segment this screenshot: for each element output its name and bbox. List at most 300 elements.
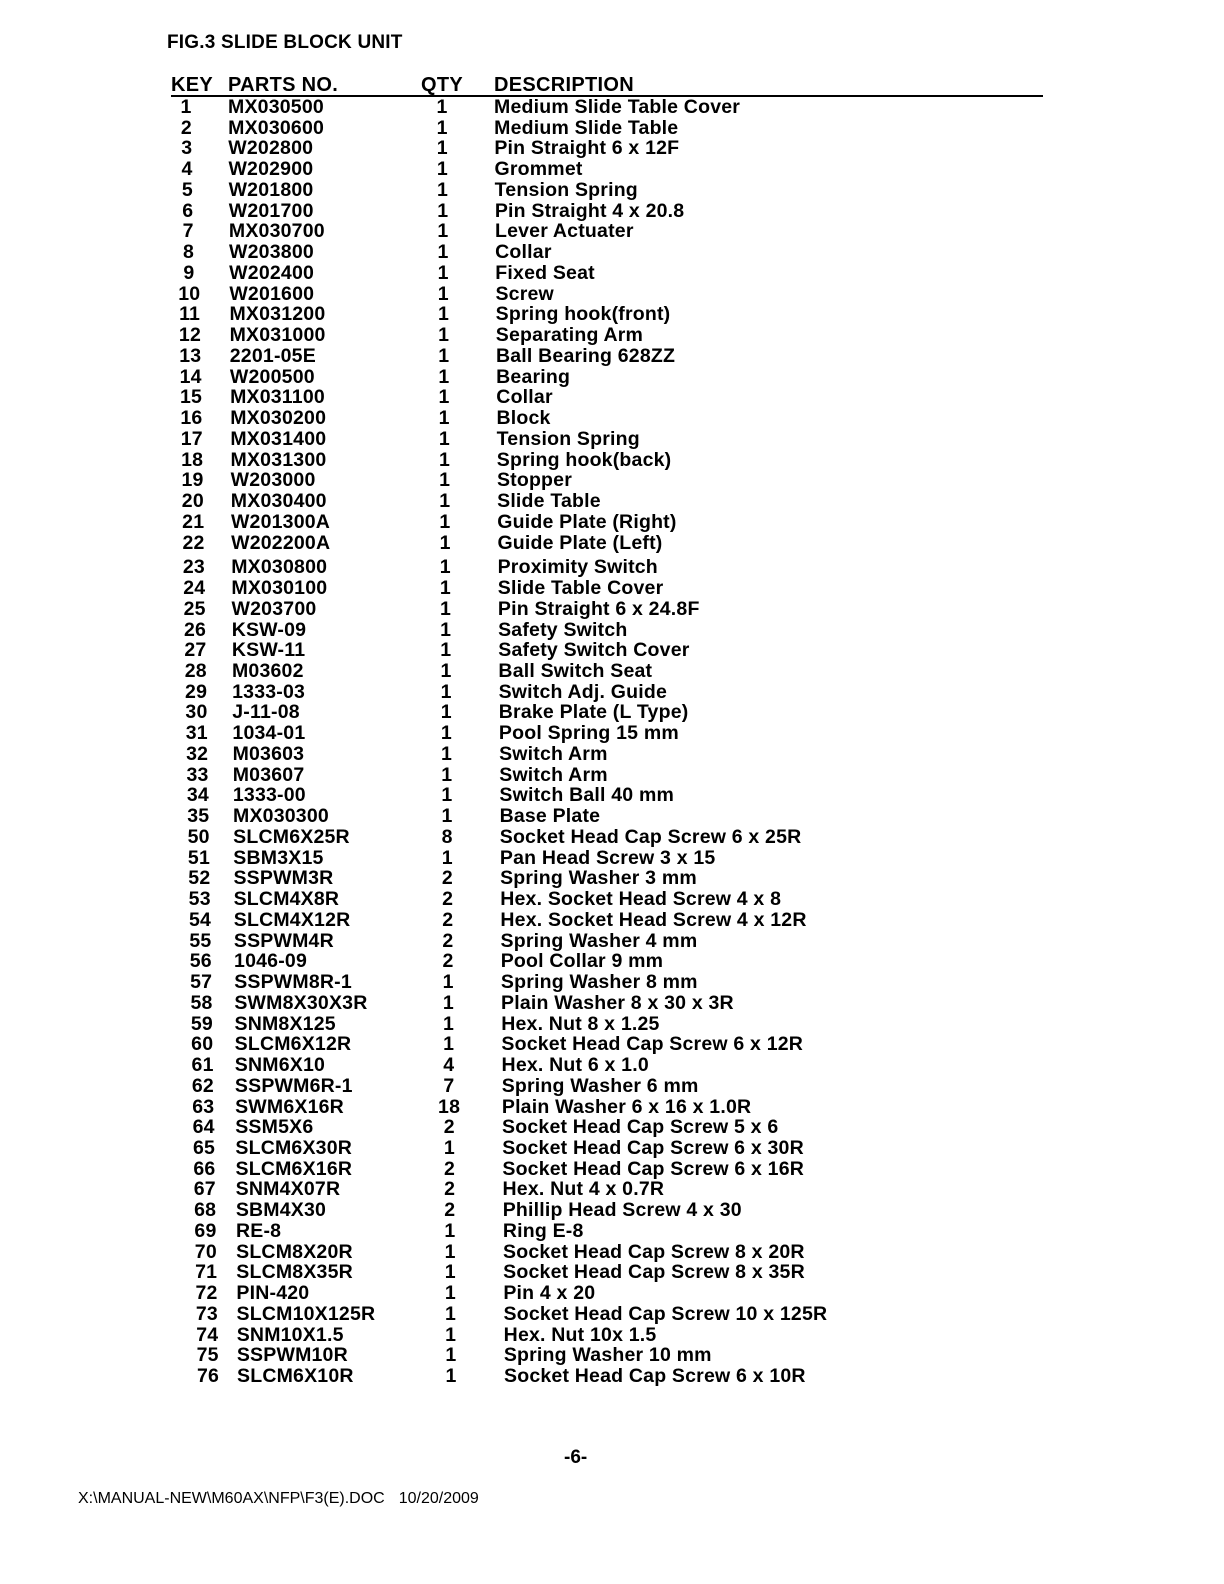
row-key: 11 (179, 303, 201, 326)
row-qty: 1 (436, 158, 448, 181)
table-row (0, 889, 1224, 910)
row-key: 18 (181, 448, 204, 471)
row-part-no: MX030600 (228, 116, 325, 139)
row-key: 3 (181, 137, 193, 160)
row-description: Socket Head Cap Screw 6 x 16R (502, 1157, 805, 1180)
row-qty: 2 (441, 867, 453, 890)
row-key: 30 (185, 701, 208, 724)
table-row (0, 661, 1224, 682)
row-qty: 1 (439, 556, 451, 579)
row-key: 60 (191, 1033, 214, 1056)
row-qty: 1 (445, 1323, 457, 1346)
row-description: Tension Spring (496, 427, 640, 450)
table-row (0, 491, 1224, 512)
row-part-no: 2201-05E (229, 344, 316, 367)
table-row (0, 557, 1224, 578)
table-row (0, 1242, 1224, 1263)
row-description: Switch Adj. Guide (498, 680, 668, 703)
row-description: Hex. Nut 10x 1.5 (503, 1323, 657, 1346)
table-row (0, 1014, 1224, 1035)
row-part-no: SLCM4X8R (233, 888, 340, 911)
row-part-no: SSPWM6R-1 (234, 1074, 353, 1097)
table-row (0, 702, 1224, 723)
row-part-no: SNM4X07R (235, 1178, 341, 1201)
row-description: Slide Table Cover (497, 577, 664, 600)
row-description: Socket Head Cap Screw 6 x 12R (501, 1033, 804, 1056)
row-description: Socket Head Cap Screw 5 x 6 (502, 1116, 779, 1139)
row-key: 61 (191, 1054, 214, 1077)
row-description: Spring Washer 10 mm (503, 1344, 712, 1367)
row-part-no: 1333-00 (232, 784, 306, 807)
row-description: Medium Slide Table (494, 116, 679, 139)
row-description: Grommet (494, 158, 583, 181)
row-qty: 1 (444, 1282, 456, 1305)
row-key: 58 (190, 991, 213, 1014)
row-description: Switch Arm (499, 742, 608, 765)
row-description: Bearing (496, 365, 571, 388)
row-part-no: SSPWM4R (233, 929, 334, 952)
row-qty: 1 (438, 448, 451, 471)
row-key: 32 (186, 742, 209, 765)
table-row (0, 723, 1224, 744)
row-part-no: MX030300 (233, 805, 329, 828)
table-row (0, 1055, 1224, 1076)
row-key: 24 (183, 577, 206, 600)
row-description: Spring Washer 6 mm (501, 1074, 699, 1097)
row-qty: 1 (443, 1033, 455, 1056)
row-qty: 1 (440, 618, 452, 641)
row-key: 16 (180, 407, 203, 430)
row-part-no: W201700 (228, 199, 314, 222)
table-row (0, 242, 1224, 263)
table-row (0, 1159, 1224, 1180)
table-row (0, 951, 1224, 972)
row-description: Pool Spring 15 mm (498, 722, 679, 745)
table-row (0, 1117, 1224, 1138)
table-row (0, 682, 1224, 703)
table-row (0, 785, 1224, 806)
table-row (0, 450, 1224, 471)
row-qty: 1 (441, 763, 453, 786)
row-key: 21 (182, 510, 205, 533)
header-key: KEY (171, 74, 214, 96)
row-part-no: M03602 (231, 659, 304, 682)
row-description: Base Plate (499, 805, 601, 828)
table-row (0, 620, 1224, 641)
row-key: 64 (192, 1116, 215, 1139)
row-qty: 1 (444, 1219, 456, 1242)
row-part-no: KSW-09 (231, 618, 307, 641)
row-qty: 1 (438, 365, 450, 388)
row-part-no: SLCM8X35R (236, 1261, 353, 1284)
row-qty: 1 (437, 220, 449, 243)
row-qty: 2 (442, 908, 454, 931)
row-qty: 1 (438, 324, 450, 347)
row-description: Safety Switch (498, 618, 628, 641)
row-key: 72 (195, 1282, 218, 1305)
row-description: Hex. Socket Head Screw 4 x 12R (500, 908, 807, 931)
row-key: 10 (178, 282, 201, 305)
header-description: DESCRIPTION (494, 74, 634, 96)
row-description: Tension Spring (494, 178, 638, 201)
row-part-no: SLCM6X16R (235, 1157, 353, 1180)
row-key: 52 (188, 867, 211, 890)
row-description: Plain Washer 6 x 16 x 1.0R (501, 1095, 752, 1118)
row-qty: 1 (441, 846, 453, 869)
row-part-no: SNM8X125 (234, 1012, 336, 1035)
row-part-no: SLCM8X20R (236, 1240, 353, 1263)
row-qty: 2 (442, 888, 454, 911)
row-part-no: SLCM10X125R (236, 1302, 376, 1325)
row-key: 14 (179, 365, 202, 388)
row-key: 62 (191, 1074, 214, 1097)
row-key: 12 (178, 324, 201, 347)
row-qty: 1 (438, 386, 450, 409)
row-description: Spring hook(front) (495, 303, 671, 326)
row-key: 73 (195, 1302, 218, 1325)
row-qty: 1 (442, 1012, 454, 1035)
row-part-no: SBM4X30 (235, 1199, 327, 1222)
row-part-no: SNM10X1.5 (236, 1323, 344, 1346)
row-description: Socket Head Cap Screw 6 x 25R (499, 825, 802, 848)
row-qty: 1 (438, 407, 450, 430)
row-qty: 1 (437, 199, 449, 222)
table-row (0, 1283, 1224, 1304)
row-description: Pin 4 x 20 (503, 1282, 596, 1305)
row-qty: 1 (441, 784, 453, 807)
row-qty: 7 (443, 1074, 455, 1097)
row-part-no: W203000 (230, 469, 316, 492)
row-description: Socket Head Cap Screw 6 x 30R (502, 1137, 804, 1159)
row-qty: 1 (438, 427, 450, 450)
row-qty: 1 (437, 241, 449, 264)
row-qty: 1 (436, 137, 448, 160)
table-row (0, 910, 1224, 931)
row-key: 55 (189, 929, 212, 952)
table-row (0, 931, 1224, 952)
row-part-no: MX031000 (229, 324, 326, 347)
table-row (0, 221, 1224, 242)
row-qty: 1 (440, 701, 452, 724)
table-row (0, 367, 1224, 388)
row-qty: 1 (439, 577, 451, 600)
row-part-no: PIN-420 (236, 1282, 310, 1305)
row-key: 66 (193, 1157, 216, 1180)
table-row (0, 578, 1224, 599)
row-part-no: MX030800 (231, 556, 328, 579)
row-description: Lever Actuater (494, 220, 634, 243)
table-row (0, 1200, 1224, 1221)
row-key: 70 (194, 1240, 217, 1263)
row-key: 33 (186, 763, 209, 786)
row-part-no: 1046-09 (234, 950, 308, 973)
row-description: Stopper (496, 469, 573, 492)
row-key: 31 (185, 722, 208, 745)
row-qty: 1 (440, 659, 452, 682)
table-row (0, 470, 1224, 491)
row-qty: 1 (440, 597, 452, 620)
table-row (0, 533, 1224, 554)
row-key: 35 (187, 805, 210, 828)
row-part-no: MX030400 (230, 490, 327, 513)
row-description: Pin Straight 6 x 24.8F (497, 597, 700, 620)
row-part-no: W201600 (229, 282, 315, 305)
row-qty: 1 (436, 116, 448, 139)
row-key: 50 (187, 825, 210, 848)
row-key: 56 (189, 950, 212, 973)
row-description: Spring Washer 3 mm (500, 867, 697, 890)
row-qty: 1 (437, 303, 449, 326)
row-part-no: W201300A (230, 510, 331, 533)
row-description: Guide Plate (Right) (497, 510, 677, 533)
row-qty: 1 (439, 510, 451, 533)
row-qty: 1 (443, 1137, 455, 1159)
row-part-no: SLCM6X25R (233, 825, 350, 848)
row-qty: 1 (441, 805, 453, 828)
table-row (0, 97, 1224, 118)
row-key: 26 (183, 618, 207, 641)
row-key: 20 (181, 490, 204, 513)
table-row (0, 972, 1224, 993)
row-key: 76 (196, 1365, 220, 1388)
table-row (0, 1366, 1224, 1387)
row-part-no: MX030200 (230, 407, 327, 430)
row-description: Guide Plate (Left) (497, 531, 663, 554)
row-key: 63 (192, 1095, 215, 1118)
table-row (0, 429, 1224, 450)
row-part-no: W202800 (228, 137, 314, 160)
row-part-no: M03607 (232, 763, 305, 786)
table-row (0, 346, 1224, 367)
table-row (0, 284, 1224, 305)
row-key: 54 (189, 908, 212, 931)
table-row (0, 138, 1224, 159)
row-part-no: W203800 (229, 241, 314, 264)
table-row (0, 599, 1224, 620)
row-part-no: SLCM6X10R (237, 1365, 354, 1388)
table-row (0, 263, 1224, 284)
row-part-no: 1333-03 (232, 680, 306, 703)
row-description: Collar (495, 241, 552, 264)
row-qty: 1 (436, 96, 448, 118)
row-qty: 1 (440, 639, 452, 662)
row-qty: 2 (442, 929, 454, 952)
row-key: 51 (187, 846, 211, 869)
row-description: Brake Plate (L Type) (498, 701, 689, 724)
table-row (0, 1097, 1224, 1118)
row-description: Hex. Nut 4 x 0.7R (502, 1178, 665, 1201)
row-key: 23 (182, 556, 205, 579)
row-part-no: SNM6X10 (234, 1054, 326, 1077)
row-qty: 1 (439, 490, 451, 513)
table-row (0, 408, 1224, 429)
row-part-no: W200500 (229, 365, 315, 388)
table-row (0, 1262, 1224, 1283)
table-row (0, 387, 1224, 408)
table-row (0, 1325, 1224, 1346)
row-key: 59 (190, 1012, 213, 1035)
footer (78, 1490, 479, 1508)
row-part-no: SBM3X15 (233, 846, 324, 869)
page-number: -6- (564, 1447, 588, 1468)
row-qty: 1 (438, 344, 450, 367)
row-key: 68 (194, 1199, 217, 1222)
row-description: Safety Switch Cover (498, 639, 690, 662)
table-row (0, 180, 1224, 201)
row-key: 29 (185, 680, 208, 703)
row-key: 28 (184, 659, 207, 682)
row-key: 34 (186, 784, 209, 807)
table-row (0, 1221, 1224, 1242)
row-qty: 8 (441, 825, 453, 848)
row-part-no: W201800 (228, 178, 314, 201)
row-description: Plain Washer 8 x 30 x 3R (501, 991, 734, 1014)
table-row (0, 827, 1224, 848)
row-key: 6 (182, 199, 194, 222)
row-description: Hex. Nut 6 x 1.0 (501, 1054, 649, 1077)
row-key: 4 (181, 158, 193, 181)
row-description: Switch Ball 40 mm (499, 784, 675, 807)
row-part-no: MX030500 (228, 96, 324, 118)
row-description: Pool Collar 9 mm (500, 950, 664, 973)
row-key: 67 (193, 1178, 216, 1201)
row-qty: 2 (443, 1157, 456, 1180)
row-qty: 1 (442, 991, 454, 1014)
row-description: Hex. Socket Head Screw 4 x 8 (500, 888, 782, 911)
row-key: 17 (180, 427, 203, 450)
row-key: 53 (188, 888, 211, 911)
row-qty: 2 (444, 1199, 456, 1222)
row-key: 9 (183, 261, 195, 284)
row-part-no: W202400 (229, 261, 315, 284)
row-qty: 2 (443, 1116, 455, 1139)
row-key: 22 (182, 531, 205, 554)
row-part-no: MX030100 (231, 577, 328, 600)
row-qty: 2 (442, 950, 454, 973)
table-row (0, 765, 1224, 786)
row-key: 69 (194, 1219, 217, 1242)
row-qty: 2 (444, 1178, 456, 1201)
row-part-no: MX030700 (228, 220, 325, 243)
row-description: Phillip Head Screw 4 x 30 (502, 1199, 742, 1222)
figure-title: FIG.3 SLIDE BLOCK UNIT (167, 32, 403, 53)
table-row (0, 1076, 1224, 1097)
table-row (0, 304, 1224, 325)
row-key: 27 (184, 639, 207, 662)
row-qty: 1 (439, 531, 451, 554)
row-qty: 1 (444, 1261, 456, 1284)
row-part-no: SSPWM10R (236, 1344, 348, 1367)
row-key: 25 (183, 597, 206, 620)
row-part-no: SLCM6X12R (234, 1033, 352, 1056)
row-part-no: SSM5X6 (235, 1116, 314, 1139)
row-part-no: W202900 (228, 158, 314, 181)
row-part-no: MX031200 (229, 303, 326, 326)
table-row (0, 1034, 1224, 1055)
row-key: 75 (196, 1344, 219, 1367)
row-description: Hex. Nut 8 x 1.25 (501, 1012, 660, 1035)
row-qty: 1 (437, 178, 449, 201)
table-row (0, 1138, 1224, 1159)
header-parts-no: PARTS NO. (228, 74, 339, 96)
row-qty: 1 (440, 722, 452, 745)
row-description: Socket Head Cap Screw 6 x 10R (504, 1365, 806, 1388)
table-row (0, 325, 1224, 346)
row-qty: 18 (438, 1095, 461, 1118)
row-description: Pin Straight 6 x 12F (494, 137, 680, 160)
row-qty: 1 (440, 680, 452, 703)
row-description: Separating Arm (495, 324, 644, 347)
footer-date: 10/20/2009 (398, 1490, 479, 1507)
row-qty: 1 (437, 261, 449, 284)
row-key: 57 (190, 971, 213, 994)
row-description: Pin Straight 4 x 20.8 (494, 199, 685, 222)
row-part-no: W202200A (231, 531, 331, 554)
row-key: 8 (182, 241, 195, 264)
row-description: Block (496, 407, 551, 430)
row-description: Medium Slide Table Cover (494, 96, 741, 118)
row-qty: 1 (439, 469, 451, 492)
row-key: 15 (180, 386, 203, 409)
row-key: 71 (195, 1261, 218, 1284)
row-description: Socket Head Cap Screw 8 x 20R (503, 1240, 805, 1263)
row-description: Spring Washer 8 mm (500, 971, 698, 994)
table-row (0, 868, 1224, 889)
row-key: 7 (182, 220, 194, 243)
row-part-no: SLCM4X12R (233, 908, 351, 931)
row-part-no: MX031400 (230, 427, 327, 450)
table-row (0, 118, 1224, 139)
row-qty: 1 (445, 1365, 457, 1388)
row-description: Collar (496, 386, 553, 409)
row-part-no: SSPWM3R (233, 867, 334, 890)
table-row (0, 806, 1224, 827)
row-part-no: SWM6X16R (235, 1095, 344, 1118)
row-description: Spring Washer 4 mm (500, 929, 698, 952)
row-key: 13 (179, 344, 202, 367)
row-description: Ball Switch Seat (498, 659, 653, 682)
row-description: Spring hook(back) (496, 448, 672, 471)
row-part-no: M03603 (232, 742, 305, 765)
header-qty: QTY (421, 74, 464, 96)
row-description: Switch Arm (499, 763, 608, 786)
row-key: 5 (181, 178, 193, 201)
row-description: Ring E-8 (502, 1219, 584, 1242)
row-key: 1 (180, 96, 192, 118)
table-row (0, 1345, 1224, 1366)
row-key: 2 (180, 116, 192, 139)
row-description: Slide Table (497, 490, 601, 513)
table-row (0, 640, 1224, 661)
row-key: 19 (181, 469, 204, 492)
row-description: Socket Head Cap Screw 8 x 35R (503, 1261, 805, 1284)
footer-path: X:\MANUAL-NEW\M60AX\NFP\F3(E).DOC (78, 1490, 385, 1507)
row-description: Pan Head Screw 3 x 15 (499, 846, 716, 869)
row-qty: 1 (445, 1302, 457, 1325)
row-part-no: MX031100 (230, 386, 325, 409)
row-part-no: RE-8 (235, 1219, 282, 1242)
table-row (0, 848, 1224, 869)
table-row (0, 512, 1224, 533)
row-qty: 1 (441, 742, 453, 765)
row-qty: 4 (443, 1054, 455, 1077)
row-qty: 1 (437, 282, 449, 305)
row-key: 74 (196, 1323, 219, 1346)
row-description: Fixed Seat (495, 261, 595, 284)
row-description: Proximity Switch (497, 556, 658, 579)
row-part-no: SWM8X30X3R (234, 991, 368, 1014)
row-part-no: SSPWM8R-1 (234, 971, 352, 994)
